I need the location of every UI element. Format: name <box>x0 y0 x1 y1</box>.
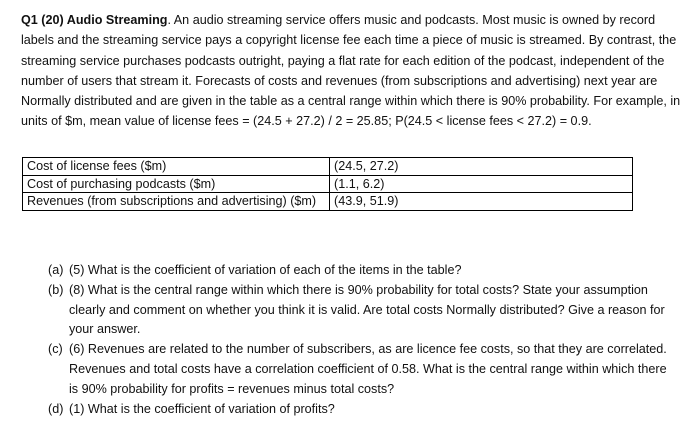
table-cell-label: Cost of license fees ($m) <box>23 158 330 176</box>
question-heading: Q1 (20) Audio Streaming <box>21 13 168 27</box>
table-cell-range: (1.1, 6.2) <box>330 175 633 193</box>
table-cell-label: Cost of purchasing podcasts ($m) <box>23 175 330 193</box>
sub-question-letter: (a) <box>48 263 64 277</box>
sub-question-text: (8) What is the central range within which there is 90% probability for total costs? State your assumption clearly and comment on whether you think it is valid. Are total costs Normally distributed? Give a reason for your answer. <box>69 282 665 337</box>
sub-question-text: (1) What is the coefficient of variation of profits? <box>69 401 335 416</box>
forecast-table <box>22 157 633 211</box>
table-row <box>23 175 633 193</box>
sub-question-c <box>48 340 678 399</box>
sub-question-b <box>48 281 678 340</box>
question-intro-text: . An audio streaming service offers music and podcasts. Most music is owned by record labels and the streaming service pays a copyright license fee each time a piece of music is streamed. By contrast, the streaming service purchases podcasts outright, paying a flat rate for each edition of the podcast, independent of the number of users that stream it. Forecasts of costs and revenues (from subscriptions and advertising) next year are Normally distributed and are given in the table as a central range within which there is 90% probability. For example, in units of $m, mean value of license fees = (24.5 + 27.2) / 2 = 25.85; P(24.5 < license fees < 27.2) = 0.9. <box>21 13 681 129</box>
table-cell-label: Revenues (from subscriptions and advertising) ($m) <box>23 193 330 211</box>
sub-question-text: (6) Revenues are related to the number of subscribers, as are licence fee costs, so that they are correlated. Revenues and total costs have a correlation coefficient of 0.58. What is the central range within which there is 90% probability for profits = revenues minus total costs? <box>69 342 667 396</box>
sub-question-d <box>48 400 678 420</box>
sub-question-letter: (c) <box>48 342 63 357</box>
table-row <box>23 193 633 211</box>
sub-question-list <box>48 261 678 419</box>
sub-question-letter: (d) <box>48 401 64 416</box>
sub-question-letter: (b) <box>48 282 64 297</box>
sub-question-a <box>48 261 678 281</box>
sub-question-text: (5) What is the coefficient of variation of each of the items in the table? <box>69 263 462 277</box>
table-row <box>23 158 633 176</box>
table-cell-range: (43.9, 51.9) <box>330 193 633 211</box>
table-cell-range: (24.5, 27.2) <box>330 158 633 176</box>
question-intro <box>21 10 681 132</box>
